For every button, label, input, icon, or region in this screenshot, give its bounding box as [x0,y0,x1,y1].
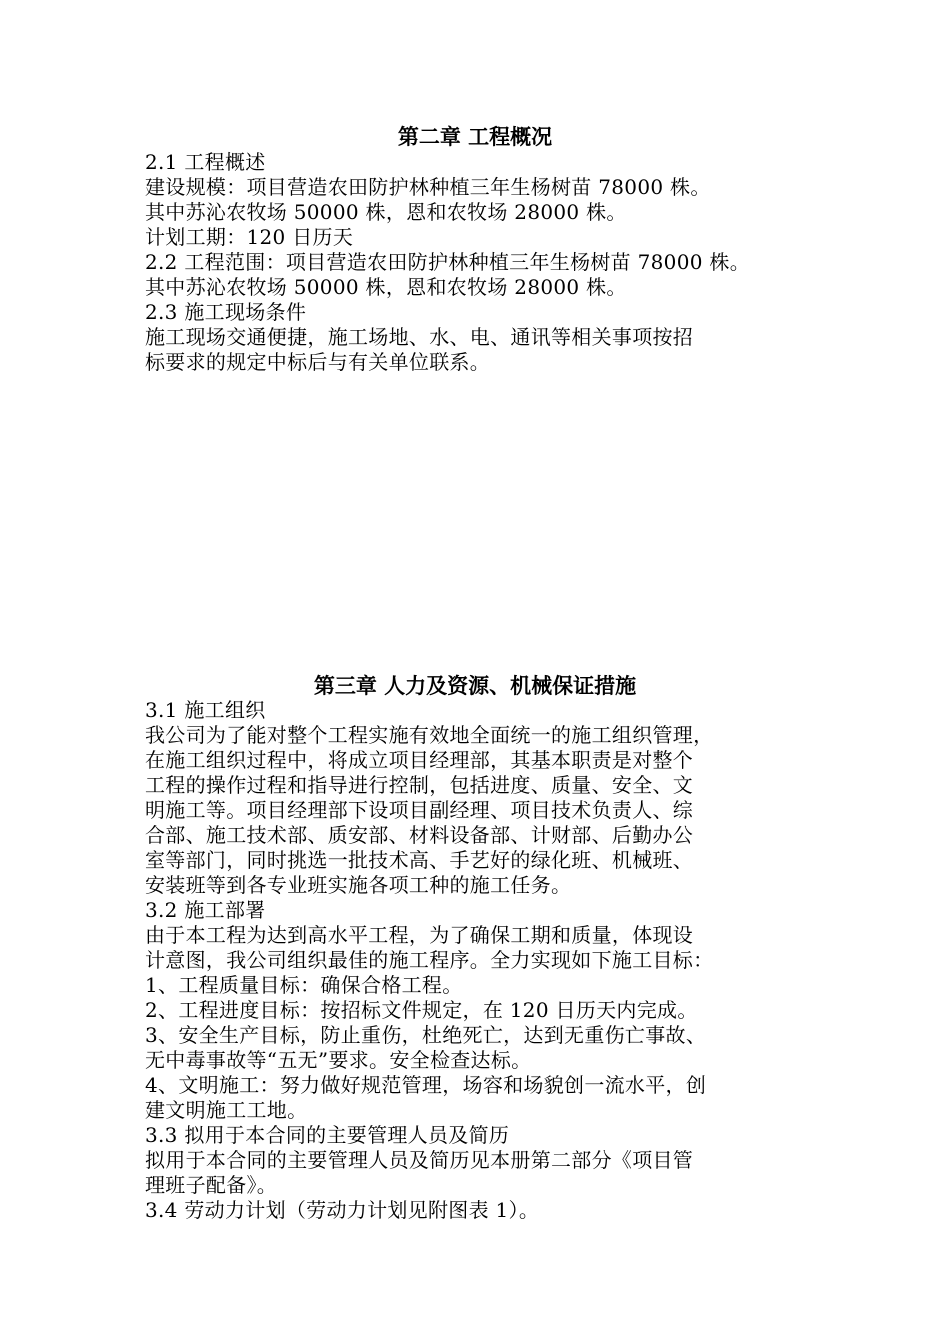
paragraph-line: 建文明施工工地。 [145,1098,308,1122]
chapter-2-title: 第二章 工程概况 [397,124,553,149]
paragraph-line: 室等部门，同时挑选一批技术高、手艺好的绿化班、机械班、 [145,848,694,872]
paragraph-line: 建设规模：项目营造农田防护林种植三年生杨树苗 78000 株。 [145,175,711,199]
section-3-3-heading: 3.3 拟用于本合同的主要管理人员及简历 [145,1123,510,1147]
list-item: 1、工程质量目标：确保合格工程。 [145,973,463,997]
paragraph-line: 无中毒事故等“五无”要求。安全检查达标。 [145,1048,532,1072]
section-2-3-heading: 2.3 施工现场条件 [145,300,307,324]
paragraph-line: 其中苏沁农牧场 50000 株，恩和农牧场 28000 株。 [145,200,627,224]
paragraph-line: 其中苏沁农牧场 50000 株，恩和农牧场 28000 株。 [145,275,627,299]
paragraph-line: 合部、施工技术部、质安部、材料设备部、计财部、后勤办公 [145,823,694,847]
chapter-3-title: 第三章 人力及资源、机械保证措施 [313,673,637,698]
list-item: 3、安全生产目标，防止重伤，杜绝死亡，达到无重伤亡事故、 [145,1023,707,1047]
paragraph-line: 计意图，我公司组织最佳的施工程序。全力实现如下施工目标： [145,948,714,972]
section-2-2-heading: 2.2 工程范围：项目营造农田防护林种植三年生杨树苗 78000 株。 [145,250,751,274]
paragraph-line: 在施工组织过程中，将成立项目经理部，其基本职责是对整个 [145,748,694,772]
paragraph-line: 标要求的规定中标后与有关单位联系。 [145,350,491,374]
paragraph-line: 由于本工程为达到高水平工程，为了确保工期和质量，体现设 [145,923,694,947]
paragraph-line: 理班子配备》。 [145,1173,278,1197]
paragraph-line: 施工现场交通便捷，施工场地、水、电、通讯等相关事项按招 [145,325,694,349]
paragraph-line: 我公司为了能对整个工程实施有效地全面统一的施工组织管理， [145,723,714,747]
paragraph-line: 计划工期：120 日历天 [145,225,354,249]
paragraph-line: 拟用于本合同的主要管理人员及简历见本册第二部分《项目管 [145,1148,694,1172]
paragraph-line: 安装班等到各专业班实施各项工种的施工任务。 [145,873,572,897]
section-3-4-heading: 3.4 劳动力计划（劳动力计划见附图表 1）。 [145,1198,540,1222]
section-3-1-heading: 3.1 施工组织 [145,698,266,722]
section-3-2-heading: 3.2 施工部署 [145,898,266,922]
section-2-1-heading: 2.1 工程概述 [145,150,266,174]
paragraph-line: 工程的操作过程和指导进行控制，包括进度、质量、安全、文 [145,773,694,797]
paragraph-line: 明施工等。项目经理部下设项目副经理、项目技术负责人、综 [145,798,694,822]
list-item: 2、工程进度目标：按招标文件规定，在 120 日历天内完成。 [145,998,698,1022]
list-item: 4、文明施工：努力做好规范管理，场容和场貌创一流水平，创 [145,1073,707,1097]
